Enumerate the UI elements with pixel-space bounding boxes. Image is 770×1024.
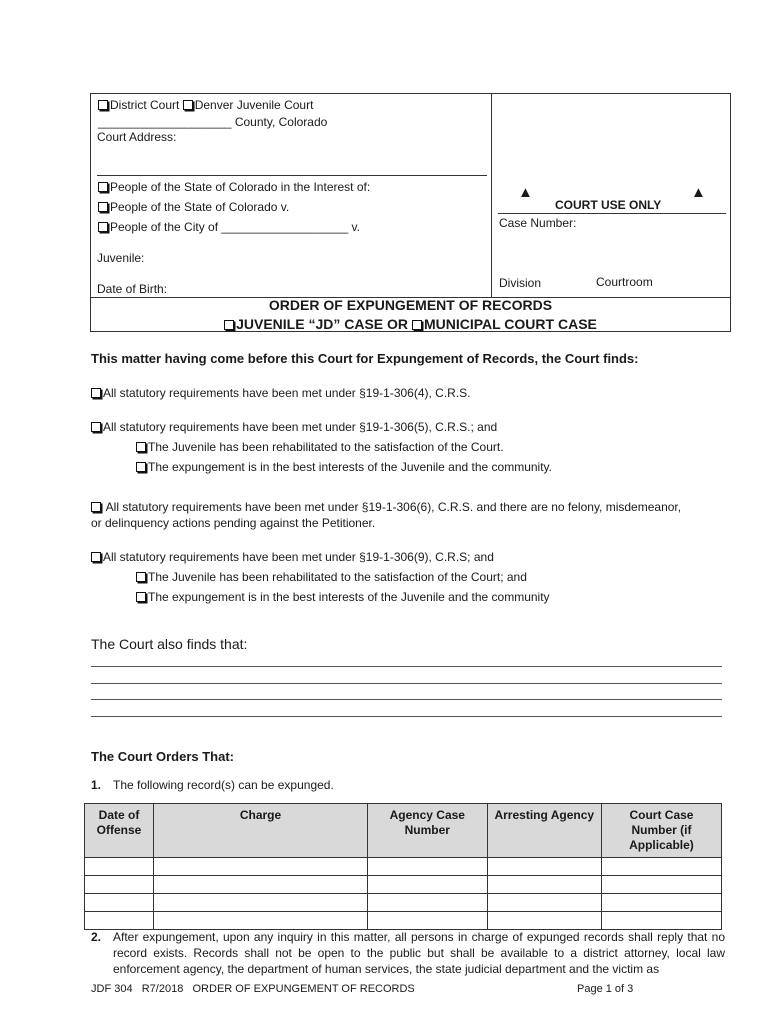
table-cell[interactable] <box>368 894 488 912</box>
table-cell[interactable] <box>368 858 488 876</box>
col-charge: Charge <box>154 804 368 858</box>
finding-4-checkbox[interactable] <box>91 552 101 562</box>
table-cell[interactable] <box>85 876 154 894</box>
division-label: Division <box>499 276 542 290</box>
case-number-label: Case Number: <box>499 216 577 230</box>
table-cell[interactable] <box>154 894 368 912</box>
finding-4-text: All statutory requirements have been met under §19-1-306(9), C.R.S; and <box>103 550 494 564</box>
party-interest-checkbox[interactable] <box>98 182 108 192</box>
records-table <box>84 803 722 930</box>
table-row <box>85 876 722 894</box>
jd-case-label: JUVENILE “JD” CASE OR <box>236 316 412 332</box>
dob-label: Date of Birth: <box>97 282 168 296</box>
table-cell[interactable] <box>85 894 154 912</box>
finding-3-checkbox[interactable] <box>91 502 101 512</box>
order-1 <box>91 778 334 792</box>
table-cell[interactable] <box>487 858 601 876</box>
table-cell[interactable] <box>85 912 154 930</box>
intro-text: This matter having come before this Court for Expungement of Records, the Court finds: <box>91 351 639 366</box>
table-cell[interactable] <box>154 858 368 876</box>
juvenile-label: Juvenile: <box>97 251 145 265</box>
finding-4 <box>91 549 494 565</box>
court-options <box>98 98 313 112</box>
col-court-case-number: Court Case Number (if Applicable) <box>601 804 721 858</box>
also-finds-label: The Court also finds that: <box>91 636 248 652</box>
table-cell[interactable] <box>601 858 721 876</box>
finding-1-text: All statutory requirements have been met under §19-1-306(4), C.R.S. <box>103 386 471 400</box>
municipal-case-checkbox[interactable] <box>412 320 422 330</box>
court-use-rule <box>498 213 726 214</box>
table-cell[interactable] <box>601 894 721 912</box>
table-header-row <box>85 804 722 858</box>
table-cell[interactable] <box>154 876 368 894</box>
finding-4b-checkbox[interactable] <box>136 592 146 602</box>
table-cell[interactable] <box>85 858 154 876</box>
finding-2-checkbox[interactable] <box>91 422 101 432</box>
col-arresting-agency: Arresting Agency <box>487 804 601 858</box>
finding-4a <box>136 569 527 585</box>
finding-3 <box>91 499 727 531</box>
table-cell[interactable] <box>601 876 721 894</box>
table-row <box>85 912 722 930</box>
orders-heading: The Court Orders That: <box>91 749 235 764</box>
finding-line[interactable] <box>91 683 722 684</box>
finding-2b-checkbox[interactable] <box>136 462 146 472</box>
finding-3-text-line1: All statutory requirements have been met under §19-1-306(6), C.R.S. and there are no felony, misdemeanor, <box>103 500 682 514</box>
col-date-of-offense: Date of Offense <box>85 804 154 858</box>
party-interest-label: People of the State of Colorado in the Interest of: <box>110 180 371 194</box>
finding-line[interactable] <box>91 716 722 717</box>
party-option-interest <box>98 180 370 194</box>
denver-juvenile-court-label: Denver Juvenile Court <box>194 98 314 112</box>
finding-4a-text: The Juvenile has been rehabilitated to the satisfaction of the Court; and <box>148 570 527 584</box>
order-1-text: The following record(s) can be expunged. <box>113 778 334 792</box>
court-party-separator <box>97 175 487 176</box>
table-cell[interactable] <box>154 912 368 930</box>
table-cell[interactable] <box>368 876 488 894</box>
finding-2a-checkbox[interactable] <box>136 442 146 452</box>
finding-2a <box>136 439 504 455</box>
table-cell[interactable] <box>487 912 601 930</box>
footer-form-id: JDF 304 R7/2018 ORDER OF EXPUNGEMENT OF RECORDS <box>91 983 415 995</box>
order-2-text: After expungement, upon any inquiry in this matter, all persons in charge of expunged records shall reply that no record exists. Records shall not be open to the public but shall be available to a district attorney, local law enforcement agency, the department of human services, the state judicial department and the victim as <box>113 930 725 976</box>
finding-2a-text: The Juvenile has been rehabilitated to the satisfaction of the Court. <box>148 440 504 454</box>
municipal-case-label: MUNICIPAL COURT CASE <box>423 316 597 332</box>
table-cell[interactable] <box>601 912 721 930</box>
finding-1-checkbox[interactable] <box>91 388 101 398</box>
table-cell[interactable] <box>487 876 601 894</box>
table-cell[interactable] <box>487 894 601 912</box>
party-city-checkbox[interactable] <box>98 222 108 232</box>
finding-2-text: All statutory requirements have been met under §19-1-306(5), C.R.S.; and <box>103 420 498 434</box>
jd-case-checkbox[interactable] <box>224 320 234 330</box>
footer-page-number: Page 1 of 3 <box>577 983 634 995</box>
finding-2b-text: The expungement is in the best interests of the Juvenile and the community. <box>148 460 553 474</box>
caption-divider <box>491 93 492 298</box>
finding-line[interactable] <box>91 666 722 667</box>
finding-4b <box>136 589 550 605</box>
col-agency-case-number: Agency Case Number <box>368 804 488 858</box>
order-2 <box>91 929 725 977</box>
finding-2 <box>91 419 497 435</box>
denver-juvenile-court-checkbox[interactable] <box>183 100 193 110</box>
finding-3-text-line2: or delinquency actions pending against the Petitioner. <box>91 516 376 530</box>
case-type-options <box>90 316 731 332</box>
county-line <box>98 115 327 129</box>
order-1-number: 1. <box>91 778 102 792</box>
document-title: ORDER OF EXPUNGEMENT OF RECORDS <box>268 297 553 313</box>
table-row <box>85 858 722 876</box>
triangle-right-icon: ▲ <box>691 184 706 201</box>
court-address-label: Court Address: <box>97 130 177 144</box>
finding-4a-checkbox[interactable] <box>136 572 146 582</box>
finding-line[interactable] <box>91 699 722 700</box>
party-option-state <box>98 200 289 214</box>
party-city-label: People of the City of ___________________ v. <box>110 220 360 234</box>
district-court-label: District Court <box>110 98 180 112</box>
triangle-left-icon: ▲ <box>518 184 533 201</box>
table-row <box>85 894 722 912</box>
table-cell[interactable] <box>368 912 488 930</box>
party-state-checkbox[interactable] <box>98 202 108 212</box>
district-court-checkbox[interactable] <box>98 100 108 110</box>
court-use-only-label: COURT USE ONLY <box>555 198 662 212</box>
order-2-number: 2. <box>91 930 102 944</box>
finding-4b-text: The expungement is in the best interests of the Juvenile and the community <box>148 590 550 604</box>
finding-1 <box>91 385 471 401</box>
party-state-label: People of the State of Colorado v. <box>110 200 290 214</box>
party-option-city <box>98 220 360 234</box>
county-blank[interactable]: ____________________ <box>98 115 232 129</box>
county-suffix: County, Colorado <box>234 115 328 129</box>
finding-2b <box>136 459 552 475</box>
courtroom-label: Courtroom <box>596 275 653 289</box>
